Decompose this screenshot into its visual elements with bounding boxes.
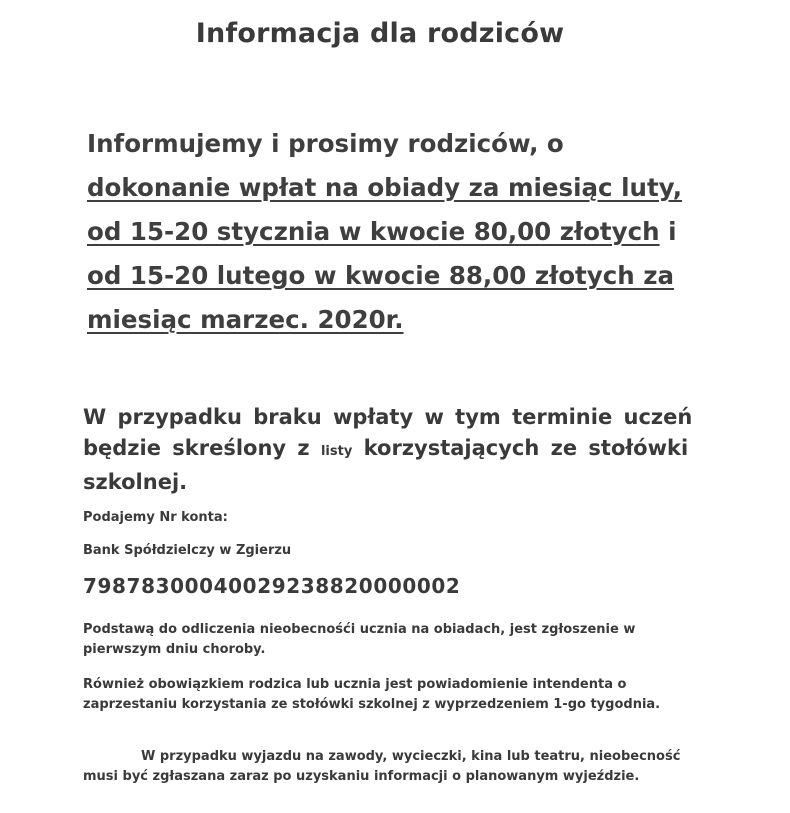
payment-warning <box>83 402 723 498</box>
notice-paragraph: Również obowiązkiem rodzica lub ucznia jest powiadomienie intendenta o zaprzestaniu korzystania ze stołówki szkolnej z wyprzedzeniem 1-go tygodnia. <box>83 677 661 712</box>
warning-part-2: korzystających ze stołówki szkolnej. <box>83 436 689 494</box>
headline-line-5: miesiąc marzec. 2020r. <box>87 305 404 334</box>
bank-name: Bank Spółdzielczy w Zgierzu <box>83 543 292 558</box>
headline-line-3 <box>87 212 777 256</box>
warning-small-word: listy <box>320 444 353 459</box>
page-title: Informacja dla rodziców <box>195 18 565 49</box>
headline-line-1-text: Informujemy i prosimy rodziców <box>87 129 530 158</box>
headline-line-3-end: i <box>659 217 677 246</box>
absence-paragraph: Podstawą do odliczenia nieobecnośći ucznia na obiadach, jest zgłoszenie w pierwszym dniu choroby. <box>83 622 636 657</box>
trip-paragraph-text: W przypadku wyjazdu na zawody, wycieczki, kina lub teatru, nieobecność musi być zgłaszana zaraz po uzyskaniu informacji o planowanym wyjeździe. <box>83 749 681 784</box>
warning-part-1: W przypadku braku wpłaty w tym terminie uczeń będzie skreślony z <box>83 405 693 460</box>
headline-line-4: od 15-20 lutego w kwocie 88,00 złotych za <box>87 261 675 290</box>
headline-line-1-end: , o <box>529 129 564 158</box>
headline-line-2: dokonanie wpłat na obiady za miesiąc luty, <box>87 173 683 202</box>
headline-line-3-text: od 15-20 stycznia w kwocie 80,00 złotych <box>87 217 660 246</box>
headline-line-1 <box>87 124 777 168</box>
payment-headline <box>87 124 777 344</box>
trip-paragraph <box>83 747 703 787</box>
account-number: 79878300040029238820000002 <box>83 574 461 598</box>
account-label: Podajemy Nr konta: <box>83 510 228 525</box>
